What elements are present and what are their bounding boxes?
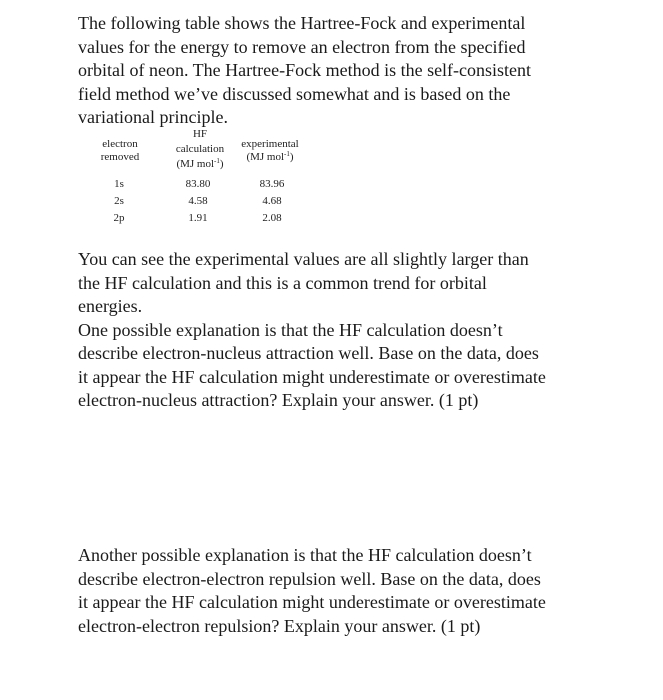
- intro-line: orbital of neon. The Hartree-Fock method is the self-consistent: [78, 60, 532, 80]
- followup-line: One possible explanation is that the HF calculation doesn’t: [78, 319, 503, 340]
- cell-hf: 4.58: [188, 195, 208, 207]
- question2-line: Another possible explanation is that the HF calculation doesn’t: [78, 545, 532, 565]
- intro-line: The following table shows the Hartree-Fock and experimental: [78, 13, 526, 33]
- cell-hf: 1.91: [188, 212, 208, 224]
- header-text: removed: [100, 151, 140, 163]
- intro-paragraph: [78, 12, 638, 130]
- followup-line: describe electron-nucleus attraction well. Base on the data, does: [78, 343, 539, 363]
- followup-paragraph: [78, 248, 638, 413]
- question2-paragraph: [78, 544, 638, 638]
- followup-line: You can see the experimental values are all slightly larger than: [78, 249, 529, 269]
- header-electron-removed: [88, 138, 152, 164]
- followup-line: it appear the HF calculation might underestimate or overestimate: [78, 366, 546, 387]
- header-unit: (MJ mol$^{-1}$): [176, 157, 224, 170]
- question2-line: describe electron-electron repulsion well. Base on the data, does: [78, 568, 541, 589]
- cell-orbital: 1s: [114, 178, 124, 190]
- cell-orbital: 2p: [113, 212, 125, 224]
- header-text: electron: [102, 138, 138, 150]
- question2-line: electron-electron repulsion? Explain your answer. (1 pt): [78, 615, 481, 636]
- followup-line: energies.: [78, 296, 143, 316]
- cell-orbital: 2s: [114, 195, 124, 207]
- cell-hf: 83.80: [185, 178, 211, 190]
- header-text: experimental: [241, 138, 299, 150]
- header-text: HF: [192, 128, 208, 140]
- followup-line: electron-nucleus attraction? Explain your answer. (1 pt): [78, 390, 479, 410]
- question2-line: it appear the HF calculation might underestimate or overestimate: [78, 592, 546, 612]
- intro-line: field method we’ve discussed somewhat and is based on the: [78, 83, 511, 104]
- intro-line: values for the energy to remove an electron from the specified: [78, 36, 526, 57]
- header-text: calculation: [175, 143, 225, 155]
- cell-exp: 83.96: [259, 178, 285, 190]
- intro-line: variational principle.: [78, 107, 228, 127]
- cell-exp: 2.08: [262, 212, 282, 224]
- header-unit: (MJ mol$^{-1}$): [246, 150, 294, 163]
- followup-line: the HF calculation and this is a common trend for orbital: [78, 272, 487, 293]
- cell-exp: 4.68: [262, 195, 282, 207]
- header-experimental: [232, 138, 308, 164]
- header-hf-calculation: [160, 128, 240, 171]
